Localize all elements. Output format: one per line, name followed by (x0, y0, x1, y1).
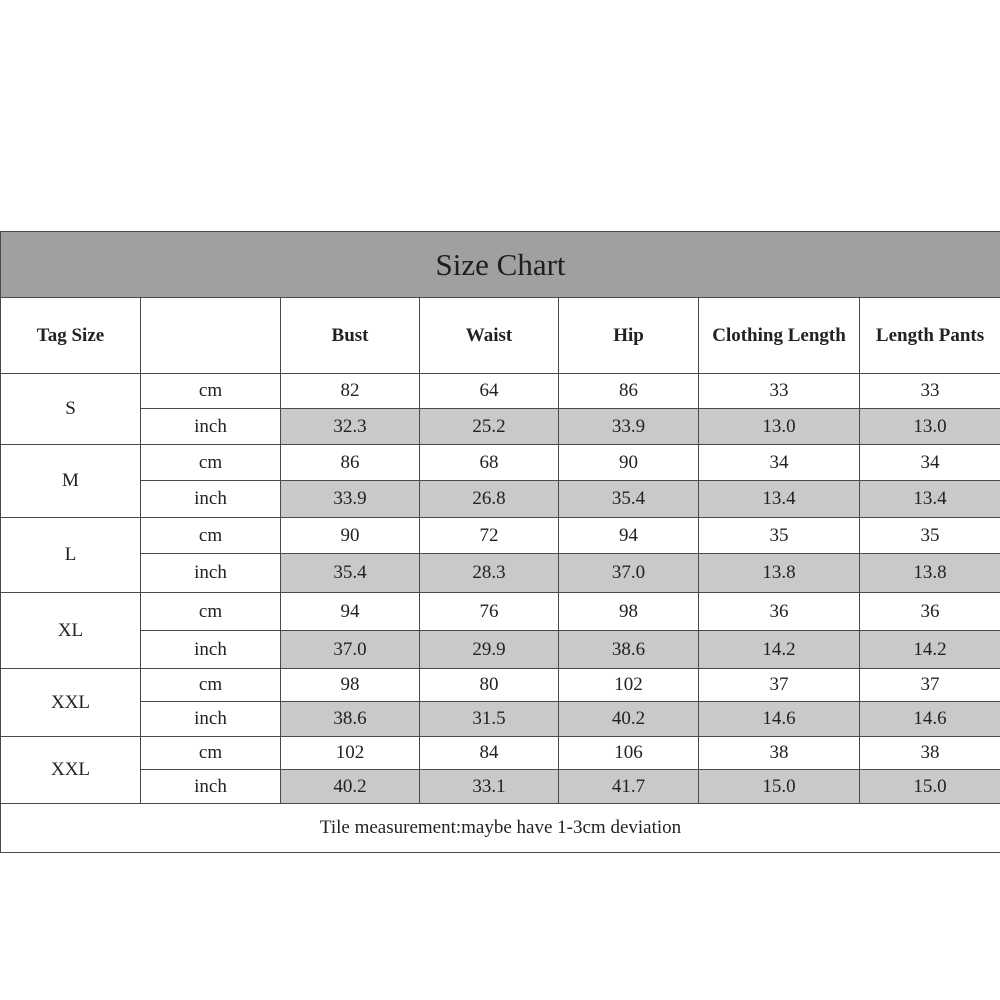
value-cm-length-pants: 34 (860, 445, 1000, 481)
value-cm-hip: 90 (559, 445, 699, 481)
value-cm-bust: 90 (281, 518, 420, 554)
size-chart-table (0, 231, 1000, 853)
table-row-inch (1, 631, 1000, 669)
value-inch-hip: 38.6 (559, 631, 699, 669)
value-cm-bust: 102 (281, 737, 420, 770)
value-inch-clothing-length: 15.0 (699, 770, 860, 804)
unit-inch-cell: inch (141, 481, 281, 518)
value-inch-length-pants: 13.8 (860, 554, 1000, 593)
value-cm-waist: 68 (420, 445, 559, 481)
unit-inch-cell: inch (141, 770, 281, 804)
value-inch-bust: 35.4 (281, 554, 420, 593)
value-cm-hip: 106 (559, 737, 699, 770)
value-inch-waist: 26.8 (420, 481, 559, 518)
value-cm-bust: 98 (281, 669, 420, 702)
value-inch-bust: 33.9 (281, 481, 420, 518)
value-inch-hip: 41.7 (559, 770, 699, 804)
header-hip: Hip (559, 298, 699, 374)
value-inch-clothing-length: 13.0 (699, 409, 860, 445)
unit-inch-cell: inch (141, 631, 281, 669)
header-bust: Bust (281, 298, 420, 374)
measurement-note: Tile measurement:maybe have 1-3cm deviation (1, 804, 1000, 853)
value-cm-length-pants: 35 (860, 518, 1000, 554)
header-unit (141, 298, 281, 374)
unit-inch-cell: inch (141, 702, 281, 737)
value-cm-waist: 72 (420, 518, 559, 554)
table-row-cm (1, 518, 1000, 554)
value-cm-waist: 84 (420, 737, 559, 770)
table-row-cm (1, 737, 1000, 770)
value-cm-hip: 102 (559, 669, 699, 702)
tag-size-cell: XL (1, 593, 141, 669)
value-inch-waist: 29.9 (420, 631, 559, 669)
value-inch-clothing-length: 14.6 (699, 702, 860, 737)
value-cm-clothing-length: 35 (699, 518, 860, 554)
value-cm-clothing-length: 34 (699, 445, 860, 481)
value-inch-bust: 37.0 (281, 631, 420, 669)
unit-inch-cell: inch (141, 409, 281, 445)
header-row (1, 298, 1000, 374)
table-row-cm (1, 669, 1000, 702)
table-row-inch (1, 481, 1000, 518)
value-inch-waist: 33.1 (420, 770, 559, 804)
unit-inch-cell: inch (141, 554, 281, 593)
value-cm-waist: 64 (420, 374, 559, 409)
unit-cm-cell: cm (141, 669, 281, 702)
table-row-cm (1, 374, 1000, 409)
value-inch-waist: 28.3 (420, 554, 559, 593)
value-cm-hip: 98 (559, 593, 699, 631)
unit-cm-cell: cm (141, 518, 281, 554)
value-cm-length-pants: 36 (860, 593, 1000, 631)
tag-size-cell: XXL (1, 737, 141, 804)
table-row-cm (1, 593, 1000, 631)
chart-title: Size Chart (1, 232, 1000, 298)
value-inch-hip: 33.9 (559, 409, 699, 445)
value-inch-length-pants: 13.0 (860, 409, 1000, 445)
header-tag-size: Tag Size (1, 298, 141, 374)
value-cm-clothing-length: 33 (699, 374, 860, 409)
value-cm-clothing-length: 37 (699, 669, 860, 702)
tag-size-cell: XXL (1, 669, 141, 737)
table-row-cm (1, 445, 1000, 481)
value-cm-waist: 80 (420, 669, 559, 702)
header-waist: Waist (420, 298, 559, 374)
table-row-inch (1, 770, 1000, 804)
value-inch-waist: 25.2 (420, 409, 559, 445)
note-row (1, 804, 1000, 853)
value-cm-bust: 86 (281, 445, 420, 481)
value-inch-length-pants: 14.2 (860, 631, 1000, 669)
value-cm-length-pants: 38 (860, 737, 1000, 770)
value-cm-hip: 86 (559, 374, 699, 409)
value-inch-clothing-length: 14.2 (699, 631, 860, 669)
value-inch-bust: 32.3 (281, 409, 420, 445)
tag-size-cell: S (1, 374, 141, 445)
value-inch-waist: 31.5 (420, 702, 559, 737)
table-row-inch (1, 702, 1000, 737)
value-inch-hip: 40.2 (559, 702, 699, 737)
tag-size-cell: L (1, 518, 141, 593)
unit-cm-cell: cm (141, 737, 281, 770)
value-inch-hip: 37.0 (559, 554, 699, 593)
value-cm-clothing-length: 36 (699, 593, 860, 631)
value-inch-hip: 35.4 (559, 481, 699, 518)
value-cm-length-pants: 37 (860, 669, 1000, 702)
value-cm-length-pants: 33 (860, 374, 1000, 409)
value-inch-length-pants: 15.0 (860, 770, 1000, 804)
header-length-pants: Length Pants (860, 298, 1000, 374)
unit-cm-cell: cm (141, 374, 281, 409)
value-cm-clothing-length: 38 (699, 737, 860, 770)
header-clothing-length: Clothing Length (699, 298, 860, 374)
value-cm-bust: 82 (281, 374, 420, 409)
value-cm-waist: 76 (420, 593, 559, 631)
value-inch-clothing-length: 13.4 (699, 481, 860, 518)
value-cm-bust: 94 (281, 593, 420, 631)
value-inch-length-pants: 14.6 (860, 702, 1000, 737)
value-cm-hip: 94 (559, 518, 699, 554)
unit-cm-cell: cm (141, 445, 281, 481)
value-inch-clothing-length: 13.8 (699, 554, 860, 593)
table-row-inch (1, 554, 1000, 593)
value-inch-length-pants: 13.4 (860, 481, 1000, 518)
tag-size-cell: M (1, 445, 141, 518)
value-inch-bust: 38.6 (281, 702, 420, 737)
unit-cm-cell: cm (141, 593, 281, 631)
value-inch-bust: 40.2 (281, 770, 420, 804)
table-row-inch (1, 409, 1000, 445)
